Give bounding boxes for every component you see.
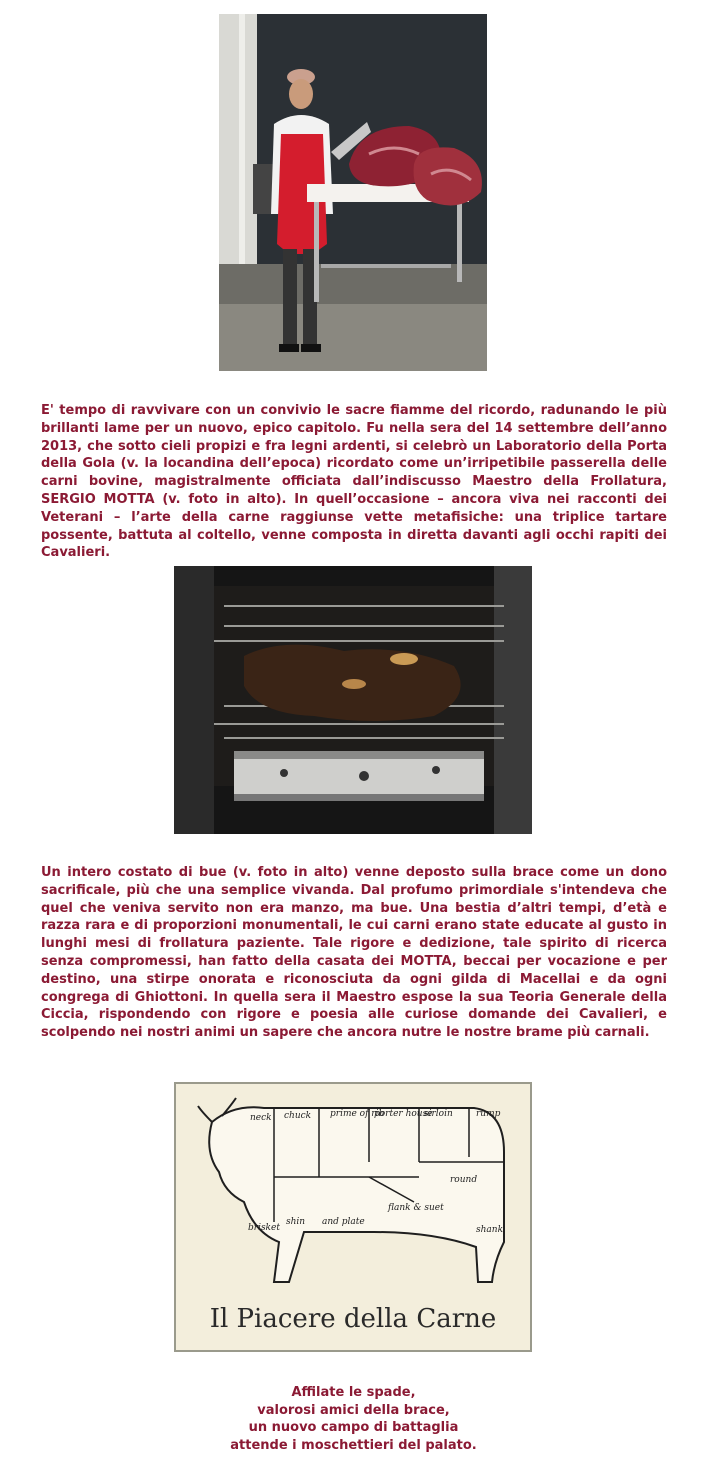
poster-caption: Il Piacere della Carne — [209, 1304, 497, 1334]
beef-cuts-poster — [174, 1082, 532, 1352]
verse-line: attende i moschettieri del palato. — [230, 1437, 477, 1453]
cut-sirloin: sirloin — [424, 1109, 453, 1119]
verse-line: valorosi amici della brace, — [257, 1402, 450, 1418]
butcher-photo — [219, 14, 487, 371]
cut-plate: and plate — [322, 1217, 365, 1227]
cut-porter: porter house — [374, 1109, 433, 1119]
intro-paragraph: E' tempo di ravvivare con un convivio le sacre fiamme del ricordo, radunando le più brillanti lame per un nuovo, epico capitolo. Fu nella sera del 14 settembre dell’anno 2013, che sotto cieli propizi e fra legni ardenti, si celebrò un Laboratorio della Porta della Gola (v. la locandina dell’epoca) ricordato come un’irripetibile passerella delle carni bovine, magistralmente officiata dall’indiscusso Maestro della Frollatura, SERGIO MOTTA (v. foto in alto). In quell’occasione – ancora viva nei racconti dei Veterani – l’arte della carne raggiunse vette metafisiche: una triplice tartare possente, battuta al coltello, venne composta in diretta davanti agli occhi rapiti dei Cavalieri. — [41, 403, 667, 561]
story-paragraph: Un intero costato di bue (v. foto in alto) venne deposto sulla brace come un dono sacrificale, più che una semplice vivanda. Dal profumo primordiale s'intendeva che quel che veniva servito non era manzo, ma bue. Una bestia d’altri tempi, d’età e razza rara e di proporzioni monumentali, le cui carni erano state educate al gusto in lunghi mesi di frollatura paziente. Tale rigore e dedizione, tale spirito di ricerca senza compromessi, han fatto della casata dei MOTTA, beccai per vocazione e per destino, una stirpe onorata e riconosciuta da ogni gilda di Macellai e da ogni congrega di Ghiottoni. In quella sera il Maestro espose la sua Teoria Generale della Ciccia, rispondendo con rigore e poesia alle curiose domande dei Cavalieri, e scolpendo nei nostri animi un sapere che ancora nutre le nostre brame più carnali. — [41, 865, 667, 1041]
cut-prime: prime of rib — [330, 1109, 385, 1119]
rotisserie-photo — [174, 566, 532, 834]
cut-shin: shin — [286, 1217, 306, 1227]
cut-neck: neck — [250, 1113, 272, 1123]
cut-flank: flank & suet — [388, 1203, 444, 1213]
closing-verse — [150, 1384, 557, 1454]
cut-chuck: chuck — [284, 1111, 312, 1121]
verse-line: Affilate le spade, — [291, 1385, 416, 1400]
cut-shank: shank — [476, 1225, 504, 1235]
cut-round: round — [450, 1175, 478, 1185]
cut-brisket: brisket — [248, 1223, 280, 1233]
cut-rump: rump — [476, 1109, 501, 1119]
verse-line: un nuovo campo di battaglia — [248, 1420, 459, 1435]
